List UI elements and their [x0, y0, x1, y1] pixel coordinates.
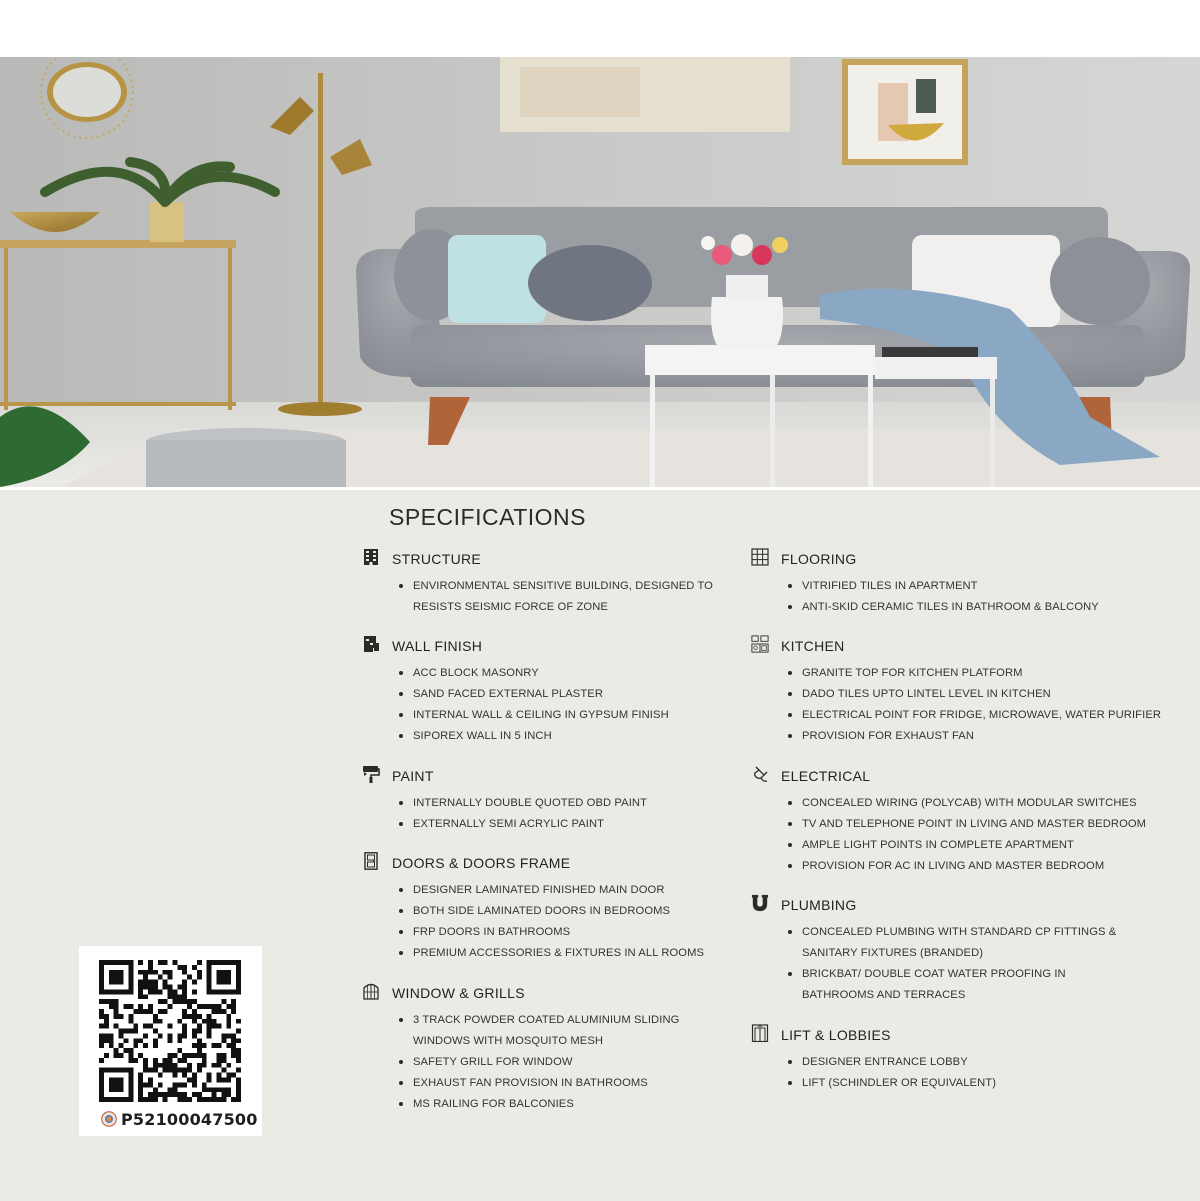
- hero-living-room-image: [0, 57, 1200, 487]
- section-flooring: [781, 550, 1181, 618]
- section-title: KITCHEN: [781, 638, 845, 654]
- section-structure: [392, 550, 792, 618]
- rera-qr-card: [79, 946, 262, 1136]
- section-window: [392, 984, 792, 1115]
- rera-registration: [101, 1109, 258, 1129]
- section-title: DOORS & DOORS FRAME: [392, 855, 571, 871]
- specifications-title: SPECIFICATIONS: [389, 504, 586, 530]
- spec-item: PROVISION FOR EXHAUST FAN: [781, 726, 1181, 747]
- section-plumbing: [781, 896, 1181, 1006]
- spec-list: [392, 1010, 792, 1115]
- floor-tiles-icon: [751, 548, 769, 566]
- section-paint: [392, 767, 792, 835]
- building-icon: [362, 548, 380, 566]
- spec-item: TV AND TELEPHONE POINT IN LIVING AND MASTER BEDROOM: [781, 814, 1181, 835]
- section-wall-finish: [392, 637, 792, 747]
- spec-item: 3 TRACK POWDER COATED ALUMINIUM SLIDING: [392, 1010, 792, 1031]
- spec-list: [392, 663, 792, 747]
- spec-item: BRICKBAT/ DOUBLE COAT WATER PROOFING IN: [781, 964, 1181, 985]
- spec-list: [392, 576, 792, 618]
- spec-item: DESIGNER LAMINATED FINISHED MAIN DOOR: [392, 880, 792, 901]
- spec-list: [781, 663, 1181, 747]
- spec-list: [781, 576, 1181, 618]
- section-title: STRUCTURE: [392, 551, 482, 567]
- paint-roller-icon: [362, 765, 380, 783]
- spec-item: INTERNAL WALL & CEILING IN GYPSUM FINISH: [392, 705, 792, 726]
- spec-item: EXTERNALLY SEMI ACRYLIC PAINT: [392, 814, 792, 835]
- spec-item: ENVIRONMENTAL SENSITIVE BUILDING, DESIGNED TO: [392, 576, 792, 597]
- spec-item: CONCEALED WIRING (POLYCAB) WITH MODULAR SWITCHES: [781, 793, 1181, 814]
- qr-code[interactable]: [99, 960, 241, 1102]
- rera-number: P52100047500: [121, 1109, 258, 1129]
- spec-list: [781, 922, 1181, 1006]
- spec-item: DADO TILES UPTO LINTEL LEVEL IN KITCHEN: [781, 684, 1181, 705]
- section-title: WINDOW & GRILLS: [392, 985, 525, 1001]
- lift-icon: [751, 1024, 769, 1042]
- spec-item: MS RAILING FOR BALCONIES: [392, 1094, 792, 1115]
- spec-item-continued: BATHROOMS AND TERRACES: [802, 989, 966, 1001]
- spec-item-continued: SANITARY FIXTURES (BRANDED): [802, 947, 984, 959]
- spec-item: LIFT (SCHINDLER OR EQUIVALENT): [781, 1073, 1181, 1094]
- spec-list: [781, 1052, 1181, 1094]
- spec-item: CONCEALED PLUMBING WITH STANDARD CP FITTINGS &: [781, 922, 1181, 943]
- spec-item: VITRIFIED TILES IN APARTMENT: [781, 576, 1181, 597]
- wall-paint-icon: [362, 635, 380, 653]
- spec-list: [392, 880, 792, 964]
- spec-item: SAFETY GRILL FOR WINDOW: [392, 1052, 792, 1073]
- spec-item: PROVISION FOR AC IN LIVING AND MASTER BEDROOM: [781, 856, 1181, 877]
- section-doors: [392, 854, 792, 964]
- spec-item: AMPLE LIGHT POINTS IN COMPLETE APARTMENT: [781, 835, 1181, 856]
- spec-item: EXHAUST FAN PROVISION IN BATHROOMS: [392, 1073, 792, 1094]
- spec-item: ANTI-SKID CERAMIC TILES IN BATHROOM & BALCONY: [781, 597, 1181, 618]
- spec-list: [781, 793, 1181, 877]
- plumbing-pipe-icon: [751, 894, 769, 912]
- spec-item: INTERNALLY DOUBLE QUOTED OBD PAINT: [392, 793, 792, 814]
- section-title: LIFT & LOBBIES: [781, 1027, 891, 1043]
- section-title: FLOORING: [781, 551, 857, 567]
- door-icon: [362, 852, 380, 870]
- spec-item-continued: RESISTS SEISMIC FORCE OF ZONE: [413, 601, 608, 613]
- spec-item: GRANITE TOP FOR KITCHEN PLATFORM: [781, 663, 1181, 684]
- spec-item: DESIGNER ENTRANCE LOBBY: [781, 1052, 1181, 1073]
- maharera-logo-icon: [101, 1111, 117, 1127]
- section-kitchen: [781, 637, 1181, 747]
- section-title: PLUMBING: [781, 897, 857, 913]
- spec-item: SIPOREX WALL IN 5 INCH: [392, 726, 792, 747]
- spec-item: PREMIUM ACCESSORIES & FIXTURES IN ALL ROOMS: [392, 943, 792, 964]
- kitchen-icon: [751, 635, 769, 653]
- spec-item-continued: WINDOWS WITH MOSQUITO MESH: [413, 1035, 604, 1047]
- spec-list: [392, 793, 792, 835]
- section-title: PAINT: [392, 768, 434, 784]
- spec-item: SAND FACED EXTERNAL PLASTER: [392, 684, 792, 705]
- section-title: ELECTRICAL: [781, 768, 871, 784]
- spec-item: ACC BLOCK MASONRY: [392, 663, 792, 684]
- spec-item: FRP DOORS IN BATHROOMS: [392, 922, 792, 943]
- spec-item: ELECTRICAL POINT FOR FRIDGE, MICROWAVE, WATER PURIFIER: [781, 705, 1181, 726]
- window-icon: [362, 982, 380, 1000]
- section-lift-lobbies: [781, 1026, 1181, 1094]
- electrical-plug-icon: [751, 765, 769, 783]
- section-electrical: [781, 767, 1181, 877]
- section-title: WALL FINISH: [392, 638, 483, 654]
- spec-item: BOTH SIDE LAMINATED DOORS IN BEDROOMS: [392, 901, 792, 922]
